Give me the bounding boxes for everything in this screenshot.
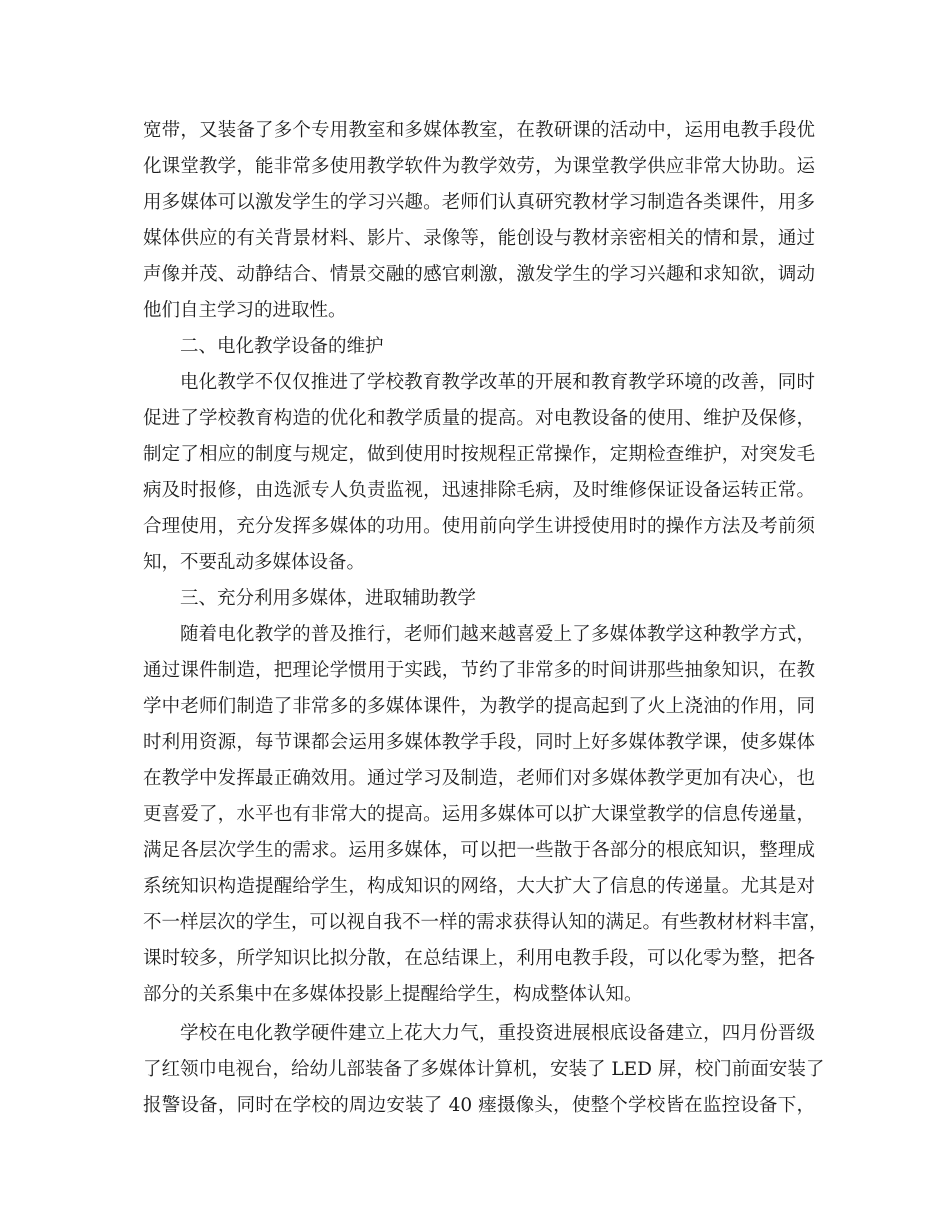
section-heading: 二、电化教学设备的维护 — [180, 336, 384, 357]
text-line: 病及时报修，由选派专人负责监视，迅速排除毛病，及时维修保证设备运转正常。 — [143, 480, 815, 501]
text-line: 时利用资源，每节课都会运用多媒体教学手段，同时上好多媒体教学课，使多媒体 — [143, 732, 815, 753]
text-line: 了红领巾电视台，给幼儿部装备了多媒体计算机，安装了 LED 屏，校门前面安装了 — [143, 1059, 825, 1080]
text-line: 化课堂教学，能非常多使用教学软件为教学效劳，为课堂教学供应非常大协助。运 — [143, 156, 815, 177]
text-line: 在教学中发挥最正确效用。通过学习及制造，老师们对多媒体教学更加有决心，也 — [143, 768, 815, 789]
text-line: 课时较多，所学知识比拟分散，在总结课上，利用电教手段，可以化零为整，把各 — [143, 948, 815, 969]
text-line: 不一样层次的学生，可以视自我不一样的需求获得认知的满足。有些教材材料丰富， — [143, 912, 828, 933]
text-line: 系统知识构造提醒给学生，构成知识的网络，大大扩大了信息的传递量。尤其是对 — [143, 876, 815, 897]
text-line: 促进了学校教育构造的优化和教学质量的提高。对电教设备的使用、维护及保修， — [143, 408, 815, 429]
section-heading: 三、充分利用多媒体，进取辅助教学 — [180, 588, 477, 609]
text-line: 满足各层次学生的需求。运用多媒体，可以把一些散于各部分的根底知识，整理成 — [143, 840, 815, 861]
text-line: 知，不要乱动多媒体设备。 — [143, 552, 366, 573]
text-line: 宽带，又装备了多个专用教室和多媒体教室，在教研课的活动中，运用电教手段优 — [143, 120, 815, 141]
text-line: 合理使用，充分发挥多媒体的功用。使用前向学生讲授使用时的操作方法及考前须 — [143, 516, 815, 537]
text-line: 学校在电化教学硬件建立上花大力气，重投资进展根底设备建立，四月份晋级 — [180, 1023, 815, 1044]
text-line: 通过课件制造，把理论学惯用于实践，节约了非常多的时间讲那些抽象知识，在教 — [143, 660, 815, 681]
text-line: 更喜爱了，水平也有非常大的提高。运用多媒体可以扩大课堂教学的信息传递量， — [143, 804, 815, 825]
text-line: 用多媒体可以激发学生的学习兴趣。老师们认真研究教材学习制造各类课件，用多 — [143, 192, 815, 213]
text-line: 随着电化教学的普及推行，老师们越来越喜爱上了多媒体教学这种教学方式， — [180, 624, 815, 645]
text-line: 声像并茂、动静结合、情景交融的感官刺激，激发学生的学习兴趣和求知欲，调动 — [143, 264, 815, 285]
text-line: 媒体供应的有关背景材料、影片、录像等，能创设与教材亲密相关的情和景，通过 — [143, 228, 815, 249]
text-line: 报警设备，同时在学校的周边安装了 40 瘗摄像头，使整个学校皆在监控设备下， — [143, 1095, 815, 1116]
text-line: 电化教学不仅仅推进了学校教育教学改革的开展和教育教学环境的改善，同时 — [180, 372, 815, 393]
text-line: 部分的关系集中在多媒体投影上提醒给学生，构成整体认知。 — [143, 984, 643, 1005]
text-line: 学中老师们制造了非常多的多媒体课件，为教学的提高起到了火上浇油的作用，同 — [143, 696, 815, 717]
text-line: 他们自主学习的进取性。 — [143, 300, 347, 321]
text-line: 制定了相应的制度与规定，做到使用时按规程正常操作，定期检查维护，对突发毛 — [143, 444, 815, 465]
